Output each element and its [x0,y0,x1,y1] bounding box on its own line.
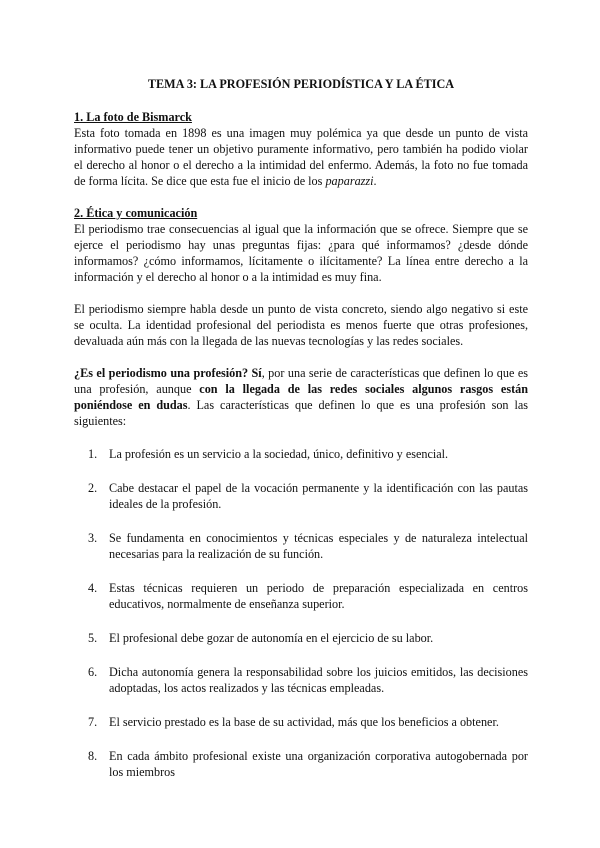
section-1-text: Esta foto tomada en 1898 es una imagen muy polémica ya que desde un punto de vista informativo puede tener un objetivo puramente informativo, pero también ha podido violar el derecho al honor o el derecho a la intimidad del enfermo. Además, la foto no fue tomada de forma lícita. Se dice que esta fue el inicio de los [74,126,528,188]
para3-text-2: . Las características que definen lo que es una profesión son las siguientes: [74,398,529,428]
list-number: 1. [88,447,98,461]
section-2-paragraph-1: El periodismo trae consecuencias al igual que la información que se ofrece. Siempre que se ejerce el periodismo hay unas preguntas fijas: ¿para qué informamos? ¿desde dónde informamos? ¿cómo informamos, lícitamente o ilícitamente? La línea entre derecho a la información y el derecho al honor o a la intimidad es muy fina. [74,222,528,284]
list-item [74,580,528,612]
list-number: 8. [88,749,98,763]
para3-bold-2: con la llegada de las redes sociales algunos rasgos están poniéndose en dudas [74,382,528,412]
list-item [74,530,528,562]
section-1-heading: 1. La foto de Bismarck [74,110,192,124]
list-text: El profesional debe gozar de autonomía en el ejercicio de su labor. [109,631,434,645]
list-item [74,714,528,730]
section-2-paragraph-2: El periodismo siempre habla desde un punto de vista concreto, siendo algo negativo si este se oculta. La identidad profesional del periodista es menos fuerte que otras profesiones, devaluada aún más con la llegada de las nuevas tecnologías y las redes sociales. [74,302,528,348]
list-item [74,480,528,512]
list-text: Dicha autonomía genera la responsabilidad sobre los juicios emitidos, las decisiones adoptadas, los actos realizados y las técnicas empleadas. [109,665,528,695]
section-2-heading: 2. Ética y comunicación [74,206,198,220]
page-title: TEMA 3: LA PROFESIÓN PERIODÍSTICA Y LA ÉTICA [147,77,455,91]
list-item [74,748,528,780]
list-item [74,446,528,462]
list-number: 5. [88,631,98,645]
list-text: Cabe destacar el papel de la vocación permanente y la identificación con las pautas ideales de la profesión. [109,481,528,511]
list-number: 3. [88,531,98,545]
list-number: 2. [88,481,98,495]
list-number: 4. [88,581,98,595]
section-1-italic-term: paparazzi [325,174,374,188]
characteristics-list [74,446,528,780]
list-item [74,630,528,646]
section-1-text-end: . [373,174,377,188]
list-number: 7. [88,715,98,729]
list-text: Estas técnicas requieren un periodo de preparación especializada en centros educativos, normalmente de enseñanza superior. [109,581,528,611]
list-number: 6. [88,665,98,679]
list-text: El servicio prestado es la base de su actividad, más que los beneficios a obtener. [109,715,499,729]
list-text: En cada ámbito profesional existe una organización corporativa autogobernada por los miembros [109,749,528,779]
section-1-paragraph [74,125,528,189]
list-item [74,664,528,696]
list-text: La profesión es un servicio a la sociedad, único, definitivo y esencial. [109,447,449,461]
para3-text-1: , por una serie de características que definen lo que es una profesión, aunque [74,366,528,396]
question-bold: ¿Es el periodismo una profesión? Sí [74,366,262,380]
section-2-paragraph-3 [74,365,528,429]
list-text: Se fundamenta en conocimientos y técnicas especiales y de naturaleza intelectual necesarias para la realización de su función. [109,531,528,561]
